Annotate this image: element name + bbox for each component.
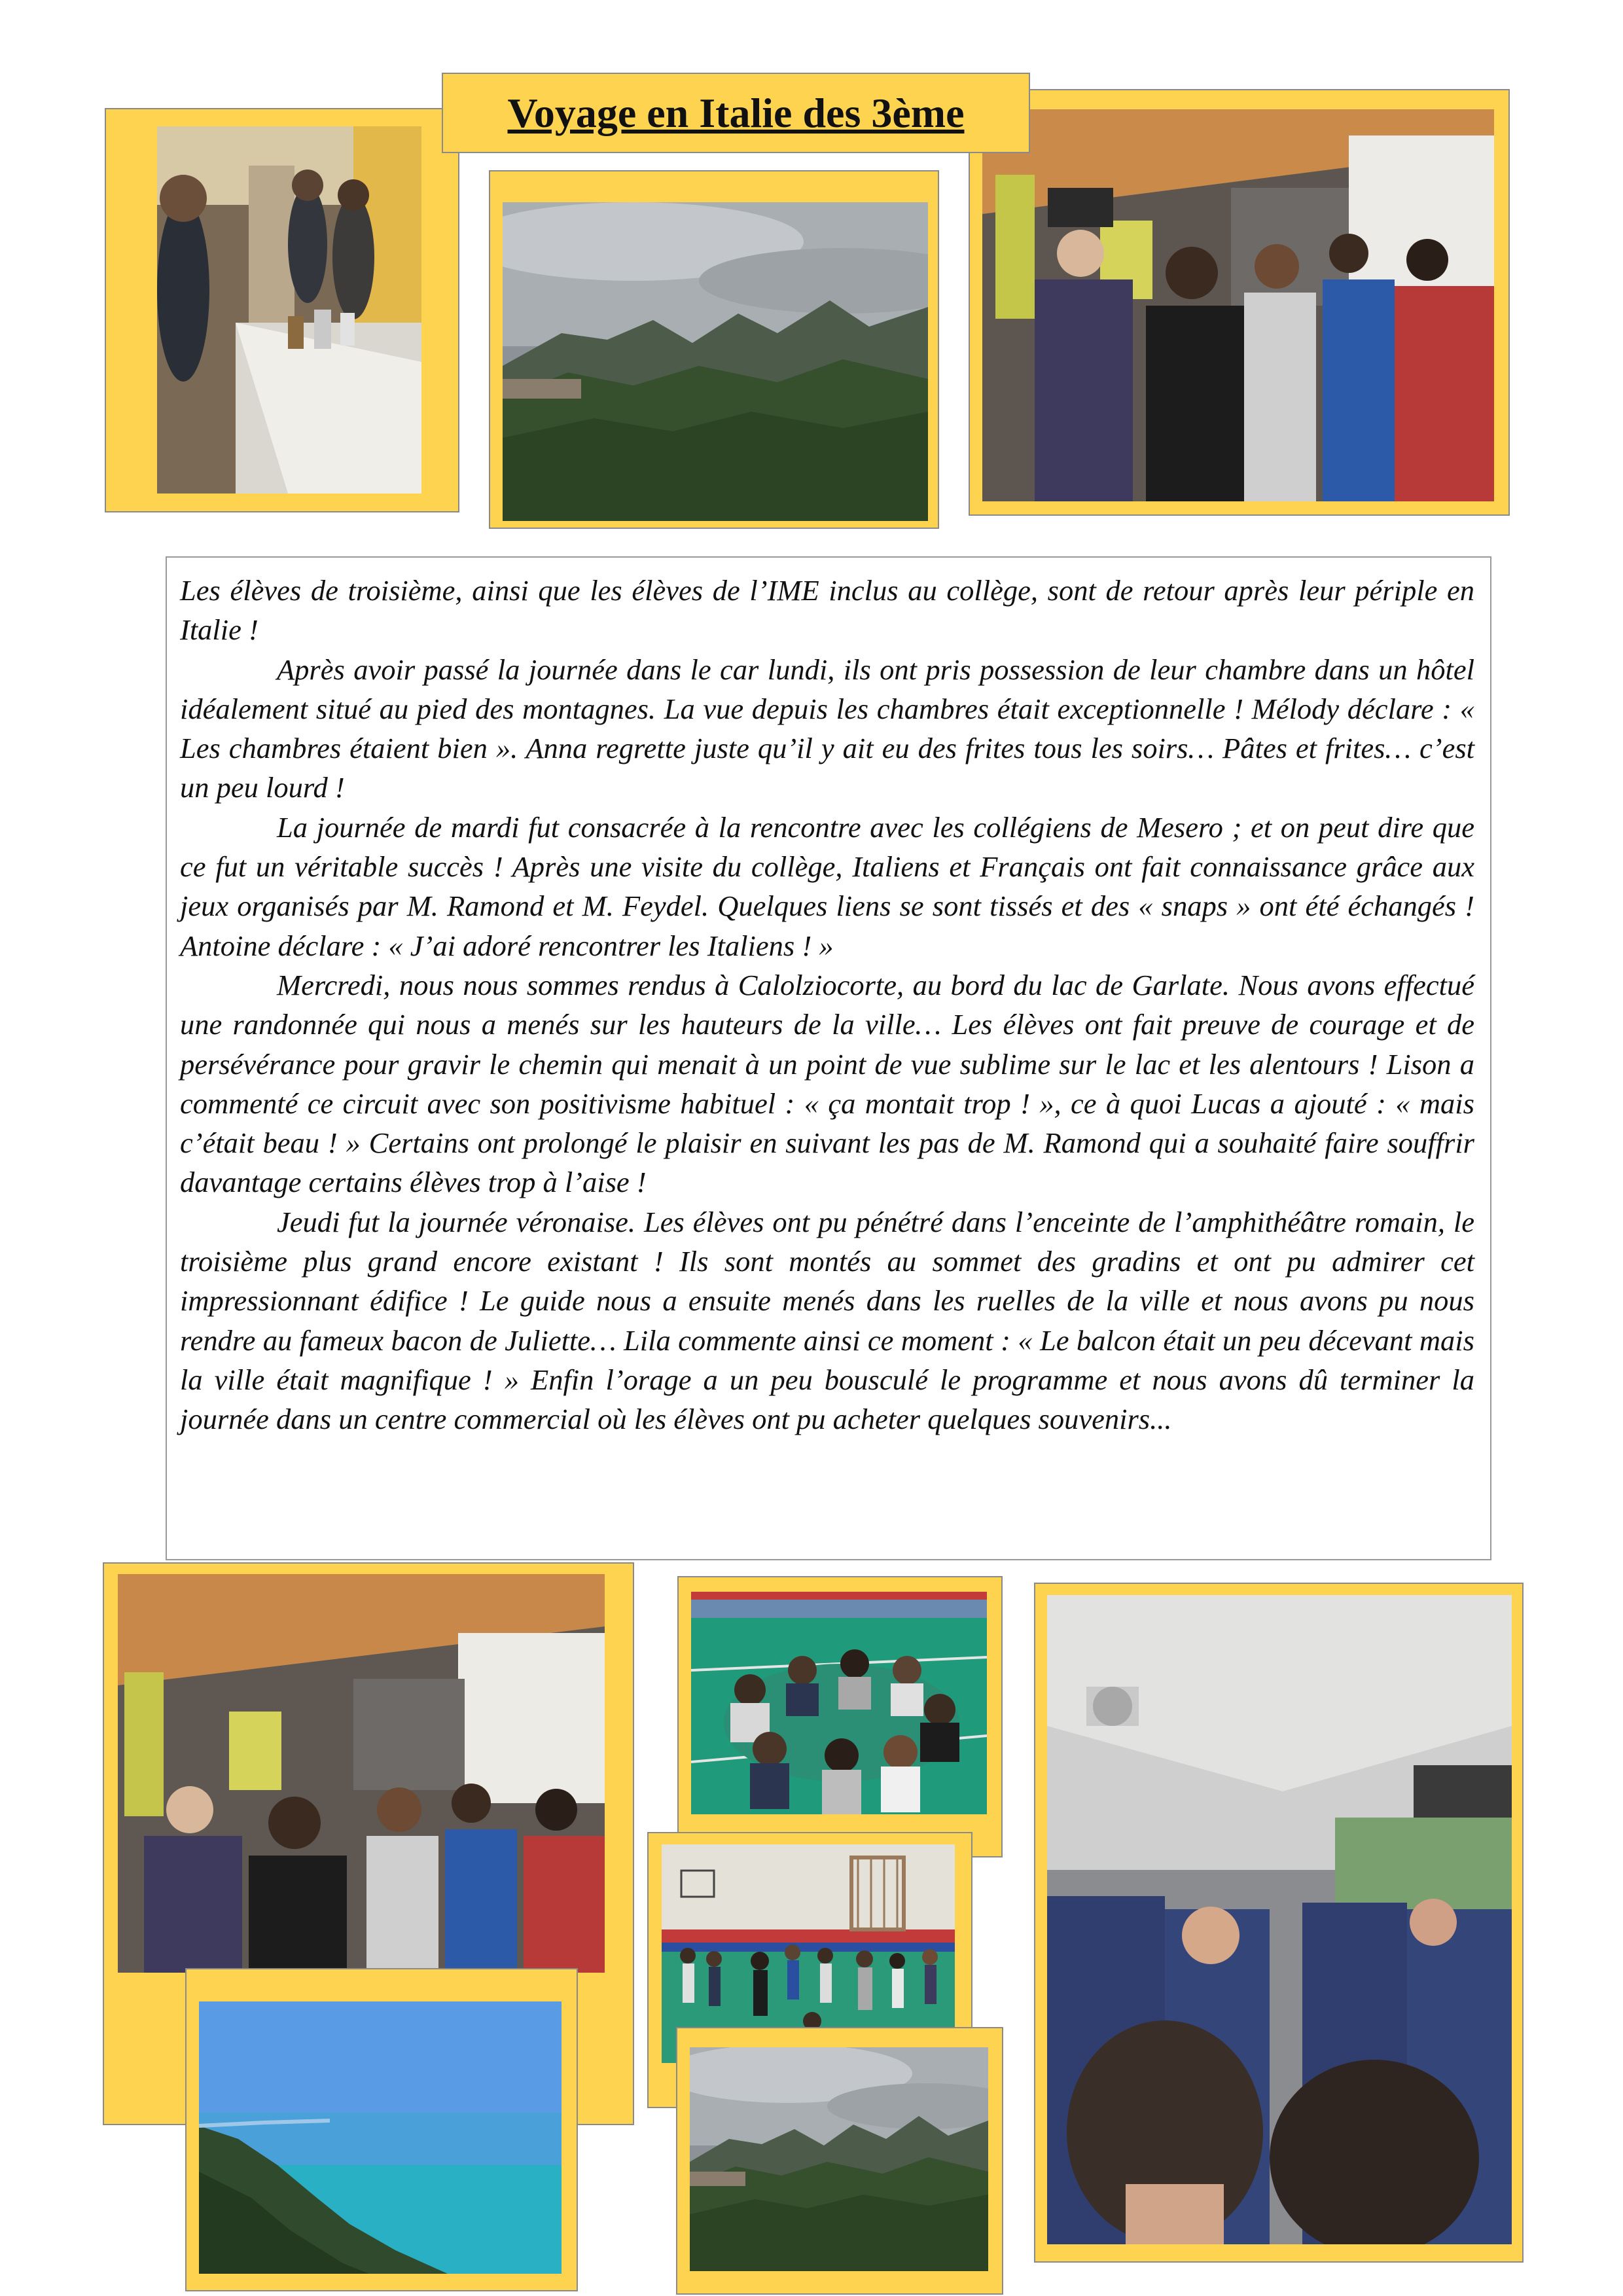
title-box (442, 73, 1030, 153)
photo-hotel-lobby-crowd (982, 109, 1494, 501)
paragraph-monday: Après avoir passé la journée dans le car lundi, ils ont pris possession de leur chambre dans un hôtel idéalement situé au pied des montagnes. La vue depuis les chambres était exceptionnelle ! Mélody déclare : « Les chambres étaient bien ». Anna regrette juste qu’il y ait eu des frites tous les soirs… Pâtes et frites… c’est un peu lourd ! (180, 653, 1474, 804)
paragraph-wednesday: Mercredi, nous nous sommes rendus à Calolziocorte, au bord du lac de Garlate. Nous avons effectué une randonnée qui nous a menés sur les hauteurs de la ville… Les élèves ont fait preuve de courage et de persévérance pour gravir le chemin qui menait à un point de vue sublime sur le lac et les alentours ! Lison a commenté ce circuit avec son positivisme habituel : « ça montait trop ! », ce à quoi Lucas a ajouté : « mais c’était beau ! » Certains ont prolongé le plaisir en suivant les pas de M. Ramond qui a souhaité faire souffrir davantage certains élèves trop à l’aise ! (180, 968, 1474, 1199)
photo-hotel-lobby-crowd-2 (118, 1574, 605, 1973)
paragraph-thursday: Jeudi fut la journée véronaise. Les élèves ont pu pénétré dans l’enceinte de l’amphithéâtre romain, le troisième plus grand encore existant ! Ils sont montés au sommet des gradins et ont pu admirer cet impressionnant édifice ! Le guide nous a ensuite menés dans les ruelles de la ville et nous avons pu nous rendre au fameux bacon de Juliette… Lila commente ainsi ce moment : « Le balcon était un peu décevant mais la ville était magnifique ! » Enfin l’orage a un peu bousculé le programme et nous avons dû terminer la journée dans un centre commercial où les élèves ont pu acheter quelques souvenirs... (180, 1205, 1474, 1436)
paragraph-intro: Les élèves de troisième, ainsi que les élèves de l’IME inclus au collège, sont de retour après leur périple en Italie ! (180, 574, 1474, 647)
photo-bus-interior (1047, 1595, 1512, 2244)
article-text-box (166, 556, 1491, 1560)
photo-mountain-valley-2 (690, 2047, 988, 2271)
photo-gym-circle (691, 1592, 987, 1814)
page-title: Voyage en Italie des 3ème (507, 89, 965, 136)
photo-sea-coast (199, 2001, 562, 2274)
photo-mountain-valley (503, 202, 928, 521)
paragraph-tuesday: La journée de mardi fut consacrée à la rencontre avec les collégiens de Mesero ; et on peut dire que ce fut un véritable succès ! Après une visite du collège, Italiens et Français ont fait connaissance grâce aux jeux organisés par M. Ramond et M. Feydel. Quelques liens se sont tissés et des « snaps » ont été échangés ! Antoine déclare : « J’ai adoré rencontrer les Italiens ! » (180, 810, 1474, 962)
photo-breakfast-room (157, 126, 421, 493)
